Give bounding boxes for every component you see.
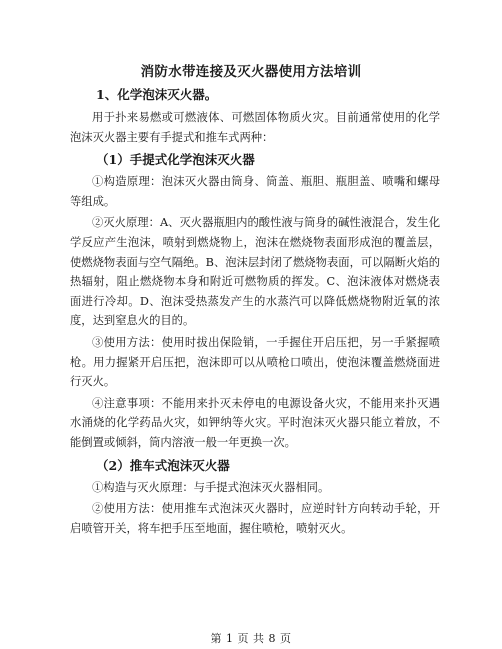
handheld-item-principle: ②灭火原理：A、灭火器瓶胆内的酸性液与筒身的碱性液混合，发生化学反应产生泡沫，喷射到燃烧物上，泡沫在燃烧物表面形成泡的覆盖层，使燃烧物表面与空气隔绝。B、泡沫层封闭了燃烧物表面，可以隔断火焰的热辐射，阻止燃烧物本身和附近可燃物质的挥发。C、泡沫液体对燃烧表面进行冷却。D、泡沫受热蒸发产生的水蒸汽可以降低燃烧物附近氧的浓度，达到窒息火的目的。 [70, 216, 440, 328]
intro-paragraph: 用于扑来易燃或可燃液体、可燃固体物质火灾。目前通常使用的化学泡沫灭火器主要有手提式和推车式两种： [70, 111, 440, 144]
page-footer: 第 1 页 共 8 页 [210, 632, 292, 645]
subsection-heading-cart: （2）推车式泡沫灭火器 [96, 457, 230, 473]
document-body [70, 84, 440, 540]
subsection-heading-handheld: （1）手提式化学泡沫灭火器 [96, 152, 255, 168]
cart-item-structure: ①构造与灭火原理：与手提式泡沫灭火器相同。 [92, 480, 330, 494]
handheld-item-notes: ④注意事项：不能用来扑灭未停电的电源设备火灾，不能用来扑灭遇水涌烧的化学药品火灾，如钾纳等火灾。平时泡沫灭火器只能立着放，不能倒置或倾斜，筒内溶液一般一年更换一次。 [70, 396, 440, 449]
handheld-item-structure: ①构造原理：泡沫灭火器由筒身、筒盖、瓶胆、瓶胆盖、喷嘴和螺母等组成。 [70, 175, 440, 208]
document-title: 消防水带连接及灭火器使用方法培训 [140, 64, 362, 80]
section-heading-1: 1、化学泡沫灭火器。 [96, 87, 218, 102]
cart-item-usage: ②使用方法：使用推车式泡沫灭火器时，应逆时针方向转动手轮，开启喷管开关，将车把手压至地面，握住喷枪，喷射灭火。 [70, 502, 440, 535]
handheld-item-usage: ③使用方法：使用时拔出保险销，一手握住开启压把，另一手紧握喷枪。用力握紧开启压把，泡沫即可以从喷枪口喷出，使泡沫覆盖燃烧面进行灭火。 [70, 335, 440, 389]
